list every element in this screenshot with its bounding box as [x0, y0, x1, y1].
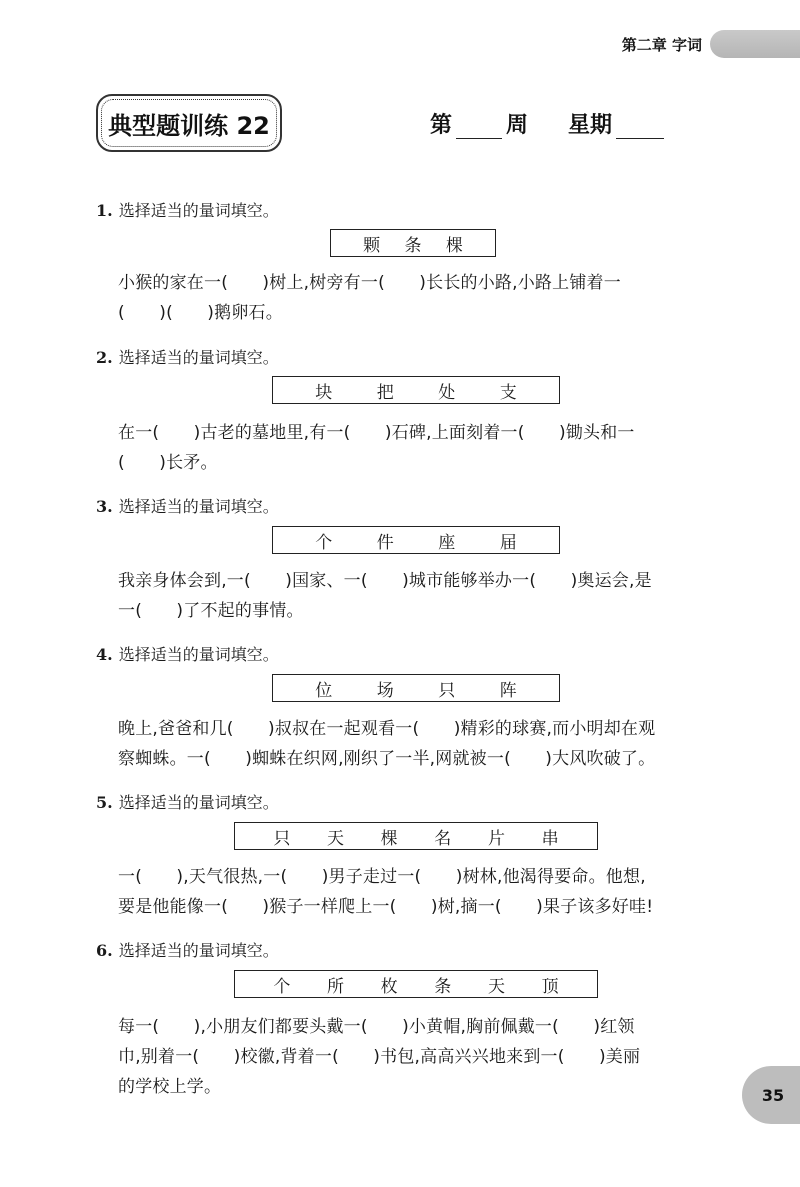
word-option: 件: [376, 532, 394, 553]
header-tab-decoration: [710, 30, 800, 58]
question-5-line-1: 一( ),天气很热,一( )男子走过一( )树林,他渴得要命。他想,: [118, 867, 646, 887]
question-1-word-bank: [330, 229, 496, 257]
word-option: 座: [438, 532, 456, 553]
question-3-word-bank: [272, 526, 560, 554]
question-4-word-bank: [272, 674, 560, 702]
question-number: 3.: [96, 497, 113, 516]
word-option: 名: [434, 828, 452, 849]
chapter-header: 第二章 字词: [621, 36, 702, 54]
word-option: 把: [376, 382, 394, 403]
word-option: 颗: [363, 235, 381, 256]
word-option: 届: [499, 532, 517, 553]
word-option: 条: [404, 235, 422, 256]
word-option: 枚: [380, 976, 398, 997]
question-4-line-1: 晚上,爸爸和几( )叔叔在一起观看一( )精彩的球赛,而小明却在观: [118, 719, 656, 739]
question-1-heading: [96, 198, 726, 221]
exercise-title: 典型题训练 22: [108, 111, 270, 140]
word-option: 条: [434, 976, 452, 997]
word-option: 棵: [445, 235, 463, 256]
question-number: 2.: [96, 348, 113, 367]
word-option: 支: [499, 382, 517, 403]
question-prompt: 选择适当的量词填空。: [118, 941, 279, 960]
weekday-blank[interactable]: [616, 116, 664, 139]
question-5-word-bank: [234, 822, 598, 850]
question-2-line-2: ( )长矛。: [118, 453, 218, 473]
word-option: 个: [315, 532, 333, 553]
word-option: 阵: [499, 680, 517, 701]
question-5-heading: [96, 790, 726, 813]
page-number-tab: [742, 1066, 800, 1124]
question-6-line-2: 巾,别着一( )校徽,背着一( )书包,高高兴兴地来到一( )美丽: [118, 1047, 641, 1067]
word-option: 天: [326, 828, 344, 849]
week-middle: 周: [506, 112, 529, 138]
question-prompt: 选择适当的量词填空。: [118, 645, 279, 664]
question-6-line-3: 的学校上学。: [118, 1077, 222, 1097]
word-option: 片: [487, 828, 505, 849]
week-prefix: 第: [430, 112, 453, 138]
question-3-line-2: 一( )了不起的事情。: [118, 601, 304, 621]
word-option: 棵: [380, 828, 398, 849]
question-1-line-2: ( )( )鹅卵石。: [118, 303, 283, 323]
question-6-heading: [96, 938, 726, 961]
question-prompt: 选择适当的量词填空。: [118, 348, 279, 367]
question-6-word-bank: [234, 970, 598, 998]
question-number: 1.: [96, 201, 113, 220]
word-option: 只: [438, 680, 456, 701]
weekday-label: 星期: [568, 112, 613, 138]
question-4-line-2: 察蜘蛛。一( )蜘蛛在织网,刚织了一半,网就被一( )大风吹破了。: [118, 749, 656, 769]
question-2-heading: [96, 345, 726, 368]
question-3-line-1: 我亲身体会到,一( )国家、一( )城市能够举办一( )奥运会,是: [118, 571, 652, 591]
word-option: 串: [541, 828, 559, 849]
week-blank[interactable]: [456, 116, 502, 139]
word-option: 所: [326, 976, 344, 997]
question-prompt: 选择适当的量词填空。: [118, 201, 279, 220]
exercise-title-frame: [96, 94, 282, 152]
word-option: 只: [273, 828, 291, 849]
question-prompt: 选择适当的量词填空。: [118, 793, 279, 812]
question-number: 6.: [96, 941, 113, 960]
word-option: 天: [487, 976, 505, 997]
word-option: 场: [376, 680, 394, 701]
question-number: 4.: [96, 645, 113, 664]
question-6-line-1: 每一( ),小朋友们都要头戴一( )小黄帽,胸前佩戴一( )红领: [118, 1017, 635, 1037]
question-2-word-bank: [272, 376, 560, 404]
word-option: 块: [315, 382, 333, 403]
word-option: 个: [273, 976, 291, 997]
page-number: 35: [761, 1085, 785, 1105]
question-5-line-2: 要是他能像一( )猴子一样爬上一( )树,摘一( )果子该多好哇!: [118, 897, 654, 917]
question-4-heading: [96, 642, 726, 665]
word-option: 顶: [541, 976, 559, 997]
word-option: 位: [315, 680, 333, 701]
question-2-line-1: 在一( )古老的墓地里,有一( )石碑,上面刻着一( )锄头和一: [118, 423, 635, 443]
question-prompt: 选择适当的量词填空。: [118, 497, 279, 516]
week-day-fields: [430, 108, 664, 139]
question-1-line-1: 小猴的家在一( )树上,树旁有一( )长长的小路,小路上铺着一: [118, 273, 621, 293]
question-number: 5.: [96, 793, 113, 812]
word-option: 处: [438, 382, 456, 403]
question-3-heading: [96, 494, 726, 517]
